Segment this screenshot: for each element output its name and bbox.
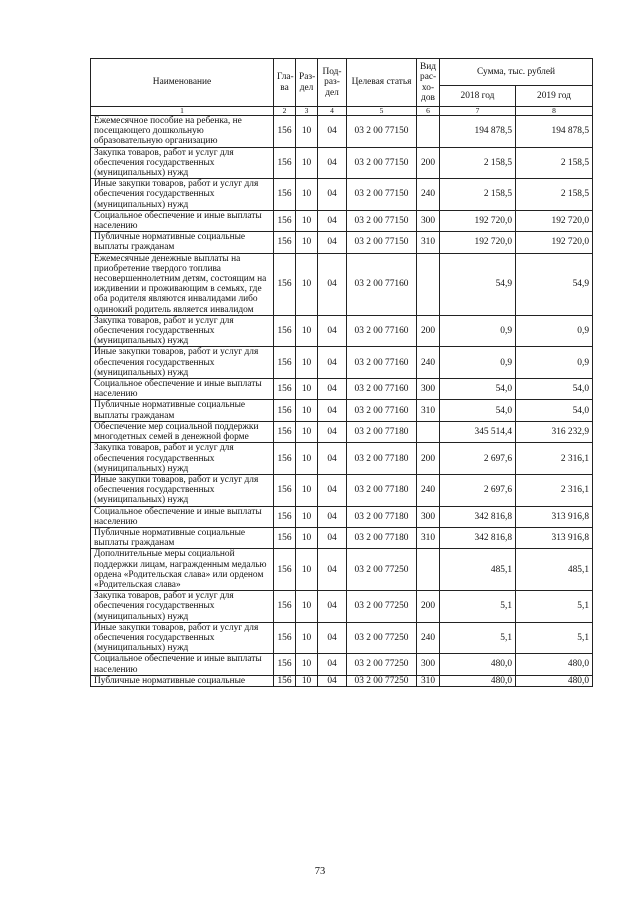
cell-name: Иные закупки товаров, работ и услуг для обеспечения государственных (муниципальных) нужд	[91, 474, 274, 506]
cell-2019: 5,1	[516, 591, 593, 623]
cell-vid: 300	[417, 210, 440, 231]
cell-target: 03 2 00 77160	[347, 347, 417, 379]
cell-razdel: 10	[296, 622, 318, 654]
page-number: 73	[314, 866, 326, 877]
cell-vid	[417, 549, 440, 591]
cell-glava: 156	[274, 232, 296, 253]
cell-name: Иные закупки товаров, работ и услуг для обеспечения государственных (муниципальных) нужд	[91, 622, 274, 654]
cell-glava: 156	[274, 527, 296, 548]
cell-name: Закупка товаров, работ и услуг для обеспечения государственных (муниципальных) нужд	[91, 147, 274, 179]
table-row	[91, 474, 593, 506]
column-number: 2	[274, 107, 296, 116]
cell-podrazdel: 04	[318, 232, 347, 253]
cell-podrazdel: 04	[318, 179, 347, 211]
cell-podrazdel: 04	[318, 622, 347, 654]
cell-vid	[417, 253, 440, 315]
column-number: 8	[516, 107, 593, 116]
cell-razdel: 10	[296, 591, 318, 623]
cell-target: 03 2 00 77150	[347, 147, 417, 179]
cell-vid: 200	[417, 591, 440, 623]
table-row	[91, 315, 593, 347]
cell-2019: 485,1	[516, 549, 593, 591]
column-number: 7	[440, 107, 516, 116]
cell-vid: 300	[417, 379, 440, 400]
cell-name: Закупка товаров, работ и услуг для обеспечения государственных (муниципальных) нужд	[91, 443, 274, 475]
header-2018: 2018 год	[440, 86, 516, 107]
cell-vid: 300	[417, 654, 440, 675]
cell-target: 03 2 00 77160	[347, 379, 417, 400]
table-row	[91, 443, 593, 475]
cell-2019: 480,0	[516, 675, 593, 686]
cell-razdel: 10	[296, 116, 318, 148]
cell-glava: 156	[274, 347, 296, 379]
cell-vid: 310	[417, 232, 440, 253]
cell-name: Иные закупки товаров, работ и услуг для обеспечения государственных (муниципальных) нужд	[91, 179, 274, 211]
table-row	[91, 400, 593, 421]
cell-target: 03 2 00 77180	[347, 443, 417, 475]
cell-2018: 2 158,5	[440, 147, 516, 179]
table-row	[91, 232, 593, 253]
cell-2019: 480,0	[516, 654, 593, 675]
cell-name: Закупка товаров, работ и услуг для обеспечения государственных (муниципальных) нужд	[91, 591, 274, 623]
cell-razdel: 10	[296, 549, 318, 591]
cell-2019: 194 878,5	[516, 116, 593, 148]
cell-podrazdel: 04	[318, 654, 347, 675]
cell-glava: 156	[274, 147, 296, 179]
cell-2018: 2 697,6	[440, 443, 516, 475]
column-number: 1	[91, 107, 274, 116]
column-number: 6	[417, 107, 440, 116]
cell-glava: 156	[274, 675, 296, 686]
cell-target: 03 2 00 77160	[347, 315, 417, 347]
cell-glava: 156	[274, 443, 296, 475]
cell-vid	[417, 421, 440, 442]
cell-2018: 0,9	[440, 347, 516, 379]
cell-name: Социальное обеспечение и иные выплаты населению	[91, 210, 274, 231]
budget-table	[90, 58, 593, 687]
cell-vid: 300	[417, 506, 440, 527]
cell-target: 03 2 00 77150	[347, 210, 417, 231]
cell-name: Ежемесячное пособие на ребенка, не посещающего дошкольную образовательную организацию	[91, 116, 274, 148]
table-row	[91, 210, 593, 231]
cell-name: Обеспечение мер социальной поддержки многодетных семей в денежной форме	[91, 421, 274, 442]
cell-2019: 54,9	[516, 253, 593, 315]
cell-name: Публичные нормативные социальные выплаты гражданам	[91, 232, 274, 253]
cell-glava: 156	[274, 506, 296, 527]
table-row	[91, 591, 593, 623]
table-row	[91, 622, 593, 654]
cell-vid: 200	[417, 315, 440, 347]
cell-podrazdel: 04	[318, 315, 347, 347]
cell-podrazdel: 04	[318, 591, 347, 623]
cell-podrazdel: 04	[318, 210, 347, 231]
cell-vid: 310	[417, 675, 440, 686]
cell-2019: 5,1	[516, 622, 593, 654]
cell-podrazdel: 04	[318, 116, 347, 148]
cell-target: 03 2 00 77160	[347, 253, 417, 315]
cell-name: Публичные нормативные социальные	[91, 675, 274, 686]
cell-podrazdel: 04	[318, 400, 347, 421]
header-target: Целевая статья	[347, 59, 417, 107]
cell-name: Ежемесячные денежные выплаты на приобретение твердого топлива несовершеннолетним детям, состоящим на иждивении и проживающим в семьях, где оба родителя являются инвалидами либо одинокий родитель является инвалидом	[91, 253, 274, 315]
cell-razdel: 10	[296, 474, 318, 506]
cell-target: 03 2 00 77160	[347, 400, 417, 421]
table-body	[91, 116, 593, 687]
cell-2019: 313 916,8	[516, 506, 593, 527]
cell-glava: 156	[274, 654, 296, 675]
cell-2018: 480,0	[440, 654, 516, 675]
cell-glava: 156	[274, 421, 296, 442]
cell-vid: 240	[417, 474, 440, 506]
cell-podrazdel: 04	[318, 506, 347, 527]
cell-target: 03 2 00 77250	[347, 654, 417, 675]
cell-2019: 2 158,5	[516, 147, 593, 179]
cell-podrazdel: 04	[318, 421, 347, 442]
cell-target: 03 2 00 77180	[347, 421, 417, 442]
cell-2019: 54,0	[516, 400, 593, 421]
table-row	[91, 654, 593, 675]
cell-vid: 310	[417, 527, 440, 548]
cell-podrazdel: 04	[318, 253, 347, 315]
cell-target: 03 2 00 77250	[347, 622, 417, 654]
cell-podrazdel: 04	[318, 549, 347, 591]
cell-2018: 480,0	[440, 675, 516, 686]
cell-glava: 156	[274, 379, 296, 400]
cell-razdel: 10	[296, 347, 318, 379]
cell-razdel: 10	[296, 443, 318, 475]
cell-2018: 2 158,5	[440, 179, 516, 211]
table-row	[91, 549, 593, 591]
cell-name: Дополнительные меры социальной поддержки лицам, награжденным медалью ордена «Родительская слава» или орденом «Родительская слава»	[91, 549, 274, 591]
cell-target: 03 2 00 77180	[347, 527, 417, 548]
cell-vid: 200	[417, 443, 440, 475]
cell-podrazdel: 04	[318, 147, 347, 179]
table-row	[91, 116, 593, 148]
cell-2018: 192 720,0	[440, 232, 516, 253]
cell-target: 03 2 00 77150	[347, 232, 417, 253]
cell-2019: 0,9	[516, 347, 593, 379]
cell-podrazdel: 04	[318, 379, 347, 400]
cell-name: Публичные нормативные социальные выплаты гражданам	[91, 527, 274, 548]
cell-name: Социальное обеспечение и иные выплаты населению	[91, 379, 274, 400]
cell-vid: 240	[417, 347, 440, 379]
cell-2019: 316 232,9	[516, 421, 593, 442]
cell-2018: 54,9	[440, 253, 516, 315]
cell-2019: 54,0	[516, 379, 593, 400]
cell-glava: 156	[274, 622, 296, 654]
cell-razdel: 10	[296, 400, 318, 421]
cell-razdel: 10	[296, 232, 318, 253]
header-podrazdel: Под-раз-дел	[318, 59, 347, 107]
cell-2018: 54,0	[440, 379, 516, 400]
cell-name: Закупка товаров, работ и услуг для обеспечения государственных (муниципальных) нужд	[91, 315, 274, 347]
cell-razdel: 10	[296, 527, 318, 548]
column-number: 5	[347, 107, 417, 116]
cell-razdel: 10	[296, 147, 318, 179]
cell-2019: 313 916,8	[516, 527, 593, 548]
cell-target: 03 2 00 77250	[347, 591, 417, 623]
cell-glava: 156	[274, 591, 296, 623]
column-number-row	[91, 107, 593, 116]
table-row	[91, 179, 593, 211]
cell-podrazdel: 04	[318, 443, 347, 475]
cell-2018: 54,0	[440, 400, 516, 421]
cell-razdel: 10	[296, 421, 318, 442]
column-number: 4	[318, 107, 347, 116]
cell-target: 03 2 00 77180	[347, 506, 417, 527]
header-sum: Сумма, тыс. рублей	[440, 59, 593, 86]
cell-glava: 156	[274, 179, 296, 211]
cell-razdel: 10	[296, 253, 318, 315]
table-row	[91, 347, 593, 379]
cell-2018: 345 514,4	[440, 421, 516, 442]
column-number: 3	[296, 107, 318, 116]
cell-razdel: 10	[296, 315, 318, 347]
cell-razdel: 10	[296, 210, 318, 231]
cell-podrazdel: 04	[318, 347, 347, 379]
cell-vid	[417, 116, 440, 148]
cell-razdel: 10	[296, 506, 318, 527]
cell-2019: 192 720,0	[516, 210, 593, 231]
cell-2019: 2 158,5	[516, 179, 593, 211]
cell-2018: 2 697,6	[440, 474, 516, 506]
header-2019: 2019 год	[516, 86, 593, 107]
header-glava: Гла-ва	[274, 59, 296, 107]
table-row	[91, 253, 593, 315]
cell-razdel: 10	[296, 179, 318, 211]
cell-2019: 192 720,0	[516, 232, 593, 253]
cell-vid: 240	[417, 179, 440, 211]
cell-name: Иные закупки товаров, работ и услуг для обеспечения государственных (муниципальных) нужд	[91, 347, 274, 379]
cell-glava: 156	[274, 210, 296, 231]
cell-target: 03 2 00 77150	[347, 116, 417, 148]
cell-glava: 156	[274, 549, 296, 591]
table-row	[91, 421, 593, 442]
cell-2018: 0,9	[440, 315, 516, 347]
cell-podrazdel: 04	[318, 675, 347, 686]
header-razdel: Раз-дел	[296, 59, 318, 107]
cell-2018: 192 720,0	[440, 210, 516, 231]
cell-2019: 2 316,1	[516, 443, 593, 475]
table-row	[91, 506, 593, 527]
cell-2019: 2 316,1	[516, 474, 593, 506]
cell-2018: 485,1	[440, 549, 516, 591]
table-row	[91, 527, 593, 548]
cell-2018: 342 816,8	[440, 527, 516, 548]
table-row	[91, 379, 593, 400]
cell-podrazdel: 04	[318, 527, 347, 548]
cell-razdel: 10	[296, 379, 318, 400]
cell-name: Социальное обеспечение и иные выплаты населению	[91, 506, 274, 527]
cell-glava: 156	[274, 116, 296, 148]
table-row	[91, 147, 593, 179]
cell-name: Публичные нормативные социальные выплаты гражданам	[91, 400, 274, 421]
cell-target: 03 2 00 77250	[347, 675, 417, 686]
cell-razdel: 10	[296, 675, 318, 686]
cell-vid: 310	[417, 400, 440, 421]
cell-glava: 156	[274, 400, 296, 421]
cell-2018: 194 878,5	[440, 116, 516, 148]
cell-vid: 240	[417, 622, 440, 654]
cell-2018: 342 816,8	[440, 506, 516, 527]
cell-razdel: 10	[296, 654, 318, 675]
cell-name: Социальное обеспечение и иные выплаты населению	[91, 654, 274, 675]
cell-podrazdel: 04	[318, 474, 347, 506]
header-vid: Вид рас-хо-дов	[417, 59, 440, 107]
cell-target: 03 2 00 77180	[347, 474, 417, 506]
header-name: Наименование	[91, 59, 274, 107]
cell-2018: 5,1	[440, 591, 516, 623]
cell-target: 03 2 00 77150	[347, 179, 417, 211]
cell-glava: 156	[274, 315, 296, 347]
cell-2019: 0,9	[516, 315, 593, 347]
cell-target: 03 2 00 77250	[347, 549, 417, 591]
cell-2018: 5,1	[440, 622, 516, 654]
cell-vid: 200	[417, 147, 440, 179]
table-row	[91, 675, 593, 686]
cell-glava: 156	[274, 253, 296, 315]
cell-glava: 156	[274, 474, 296, 506]
